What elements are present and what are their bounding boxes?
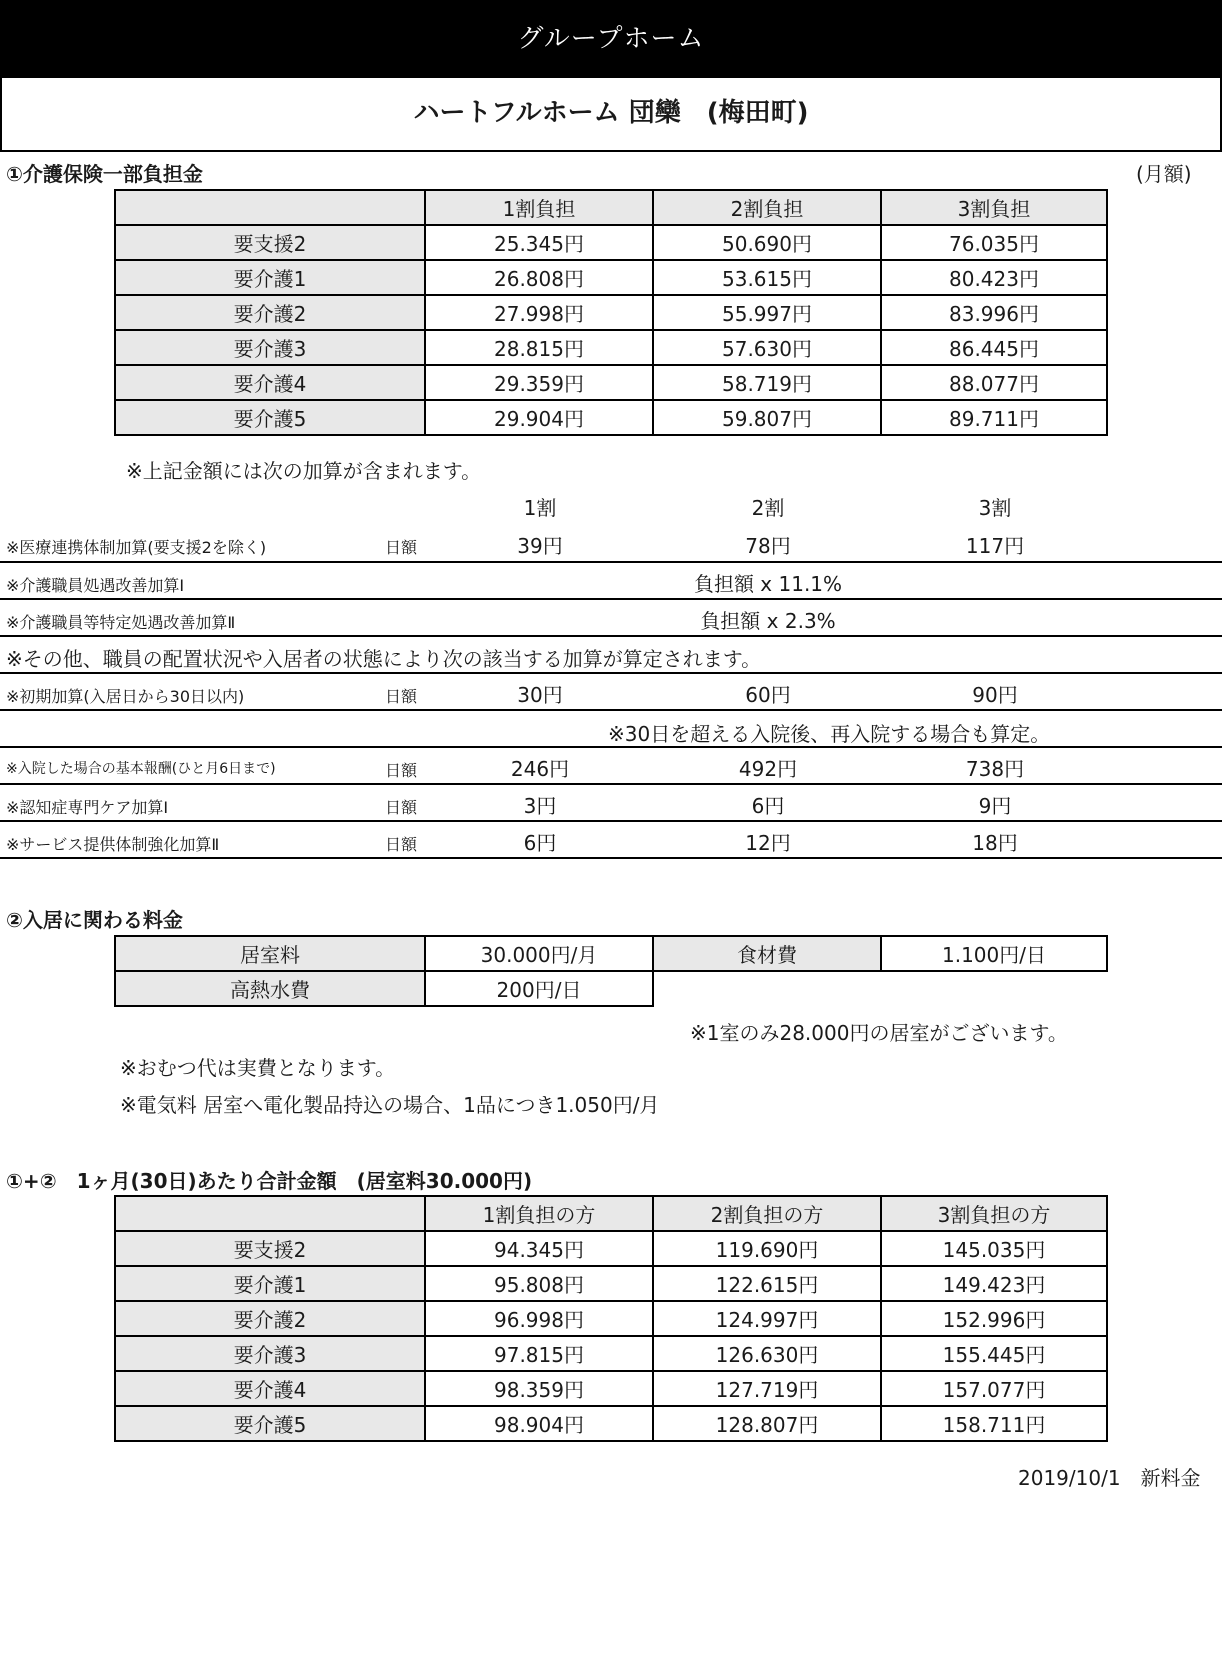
amount-cell: 25.345円 <box>425 225 653 260</box>
divider <box>0 598 1222 600</box>
divider <box>0 820 1222 822</box>
amount-cell: 57.630円 <box>653 330 881 365</box>
amount-cell: 89.711円 <box>881 400 1107 435</box>
add6-v3: 9円 <box>978 794 1012 818</box>
amount-cell: 98.359円 <box>425 1371 653 1406</box>
copay-column-header: 1割負担 <box>425 190 653 225</box>
add5-unit: 日額 <box>385 761 418 780</box>
amount-cell: 96.998円 <box>425 1301 653 1336</box>
add1-v2: 78円 <box>745 534 791 558</box>
amount-cell: 98.904円 <box>425 1406 653 1441</box>
rate-header-2: 2割 <box>751 496 785 520</box>
room-note: ※1室のみ28.000円の居室がございます。 <box>690 1021 1068 1045</box>
other-additions-note: ※その他、職員の配置状況や入居者の状態により次の該当する加算が算定されます。 <box>6 647 762 671</box>
divider <box>0 709 1222 711</box>
room-fee-label: 居室料 <box>115 936 425 971</box>
add6-v2: 6円 <box>751 794 785 818</box>
food-fee-value: 1.100円/日 <box>881 936 1107 971</box>
add6-unit: 日額 <box>385 798 418 817</box>
table-row <box>115 260 1107 295</box>
add4-v3: 90円 <box>972 683 1018 707</box>
add7-v1: 6円 <box>523 831 557 855</box>
amount-cell: 128.807円 <box>653 1406 881 1441</box>
add1-v3: 117円 <box>965 534 1025 558</box>
amount-cell: 88.077円 <box>881 365 1107 400</box>
category-header: グループホーム <box>0 0 1222 78</box>
amount-cell: 27.998円 <box>425 295 653 330</box>
add5-v3: 738円 <box>965 757 1025 781</box>
amount-cell: 145.035円 <box>881 1231 1107 1266</box>
amount-cell: 149.423円 <box>881 1266 1107 1301</box>
copay-column-header: 3割負担 <box>881 190 1107 225</box>
table-row <box>115 1406 1107 1441</box>
add1-v1: 39円 <box>517 534 563 558</box>
electric-note: ※電気料 居室へ電化製品持込の場合、1品につき1.050円/月 <box>120 1093 660 1117</box>
care-level-label: 要介護1 <box>115 260 425 295</box>
section1-title: ①介護保険一部負担金 <box>6 162 203 186</box>
amount-cell: 119.690円 <box>653 1231 881 1266</box>
rate-header-3: 3割 <box>978 496 1012 520</box>
divider <box>0 635 1222 637</box>
care-level-label: 要介護3 <box>115 330 425 365</box>
copay-table <box>114 189 1108 436</box>
residence-fee-table <box>114 935 1108 1007</box>
add6-label: ※認知症専門ケア加算Ⅰ <box>6 798 169 817</box>
amount-cell: 58.719円 <box>653 365 881 400</box>
care-level-label: 要介護2 <box>115 295 425 330</box>
amount-cell: 29.359円 <box>425 365 653 400</box>
food-fee-label: 食材費 <box>653 936 881 971</box>
divider <box>0 857 1222 859</box>
care-level-label: 要介護4 <box>115 365 425 400</box>
add4-label: ※初期加算(入居日から30日以内) <box>6 687 245 706</box>
add6-v1: 3円 <box>523 794 557 818</box>
monthly-unit: (月額) <box>1136 162 1192 186</box>
divider <box>0 561 1222 563</box>
amount-cell: 50.690円 <box>653 225 881 260</box>
amount-cell: 76.035円 <box>881 225 1107 260</box>
add5-v2: 492円 <box>738 757 798 781</box>
amount-cell: 29.904円 <box>425 400 653 435</box>
included-note: ※上記金額には次の加算が含まれます。 <box>126 459 482 483</box>
care-level-label: 要介護4 <box>115 1371 425 1406</box>
amount-cell: 95.808円 <box>425 1266 653 1301</box>
utility-fee-label: 高熱水費 <box>115 971 425 1006</box>
table-row <box>115 365 1107 400</box>
add5-v1: 246円 <box>510 757 570 781</box>
add1-unit: 日額 <box>385 538 418 557</box>
care-level-label: 要介護1 <box>115 1266 425 1301</box>
amount-cell: 157.077円 <box>881 1371 1107 1406</box>
amount-cell: 158.711円 <box>881 1406 1107 1441</box>
rate-header-1: 1割 <box>523 496 557 520</box>
amount-cell: 126.630円 <box>653 1336 881 1371</box>
add2-value: 負担額 x 11.1% <box>693 572 843 596</box>
add7-v2: 12円 <box>745 831 791 855</box>
amount-cell: 127.719円 <box>653 1371 881 1406</box>
table-row <box>115 1301 1107 1336</box>
table-row <box>115 295 1107 330</box>
add4-v1: 30円 <box>517 683 563 707</box>
add3-value: 負担額 x 2.3% <box>700 609 836 633</box>
total-table <box>114 1195 1108 1442</box>
table-row <box>115 1266 1107 1301</box>
copay-column-header: 2割負担 <box>653 190 881 225</box>
amount-cell: 26.808円 <box>425 260 653 295</box>
total-column-header: 1割負担の方 <box>425 1196 653 1231</box>
table-row <box>115 1231 1107 1266</box>
add7-unit: 日額 <box>385 835 418 854</box>
care-level-label: 要介護3 <box>115 1336 425 1371</box>
diaper-note: ※おむつ代は実費となります。 <box>120 1056 396 1080</box>
divider <box>0 672 1222 674</box>
amount-cell: 124.997円 <box>653 1301 881 1336</box>
amount-cell: 86.445円 <box>881 330 1107 365</box>
add1-label: ※医療連携体制加算(要支援2を除く) <box>6 538 267 557</box>
amount-cell: 94.345円 <box>425 1231 653 1266</box>
table-row <box>115 225 1107 260</box>
care-level-label: 要支援2 <box>115 1231 425 1266</box>
total-column-header: 3割負担の方 <box>881 1196 1107 1231</box>
care-level-label: 要支援2 <box>115 225 425 260</box>
amount-cell: 55.997円 <box>653 295 881 330</box>
add3-label: ※介護職員等特定処遇改善加算Ⅱ <box>6 613 236 632</box>
care-level-label: 要介護5 <box>115 400 425 435</box>
amount-cell: 53.615円 <box>653 260 881 295</box>
readmit-note: ※30日を超える入院後、再入院する場合も算定。 <box>608 722 1051 746</box>
amount-cell: 83.996円 <box>881 295 1107 330</box>
section2-title: ②入居に関わる料金 <box>6 908 183 932</box>
amount-cell: 122.615円 <box>653 1266 881 1301</box>
revision-note: 2019/10/1 新料金 <box>1018 1466 1201 1490</box>
add4-v2: 60円 <box>745 683 791 707</box>
total-column-header: 2割負担の方 <box>653 1196 881 1231</box>
add2-label: ※介護職員処遇改善加算Ⅰ <box>6 576 185 595</box>
care-level-label: 要介護5 <box>115 1406 425 1441</box>
add7-v3: 18円 <box>972 831 1018 855</box>
divider <box>0 783 1222 785</box>
table-row <box>115 400 1107 435</box>
table-row <box>115 1336 1107 1371</box>
divider <box>0 746 1222 748</box>
utility-fee-value: 200円/日 <box>425 971 653 1006</box>
add7-label: ※サービス提供体制強化加算Ⅱ <box>6 835 220 854</box>
table-row <box>115 1371 1107 1406</box>
room-fee-value: 30.000円/月 <box>425 936 653 971</box>
care-level-label: 要介護2 <box>115 1301 425 1336</box>
copay-column-header <box>115 190 425 225</box>
facility-title: ハートフルホーム 団欒 (梅田町) <box>0 77 1222 152</box>
amount-cell: 28.815円 <box>425 330 653 365</box>
add4-unit: 日額 <box>385 687 418 706</box>
section3-title: ①+② 1ヶ月(30日)あたり合計金額 (居室料30.000円) <box>6 1169 533 1193</box>
amount-cell: 155.445円 <box>881 1336 1107 1371</box>
add5-label: ※入院した場合の基本報酬(ひと月6日まで) <box>6 761 276 777</box>
amount-cell: 152.996円 <box>881 1301 1107 1336</box>
amount-cell: 80.423円 <box>881 260 1107 295</box>
amount-cell: 97.815円 <box>425 1336 653 1371</box>
table-row <box>115 330 1107 365</box>
total-column-header <box>115 1196 425 1231</box>
amount-cell: 59.807円 <box>653 400 881 435</box>
